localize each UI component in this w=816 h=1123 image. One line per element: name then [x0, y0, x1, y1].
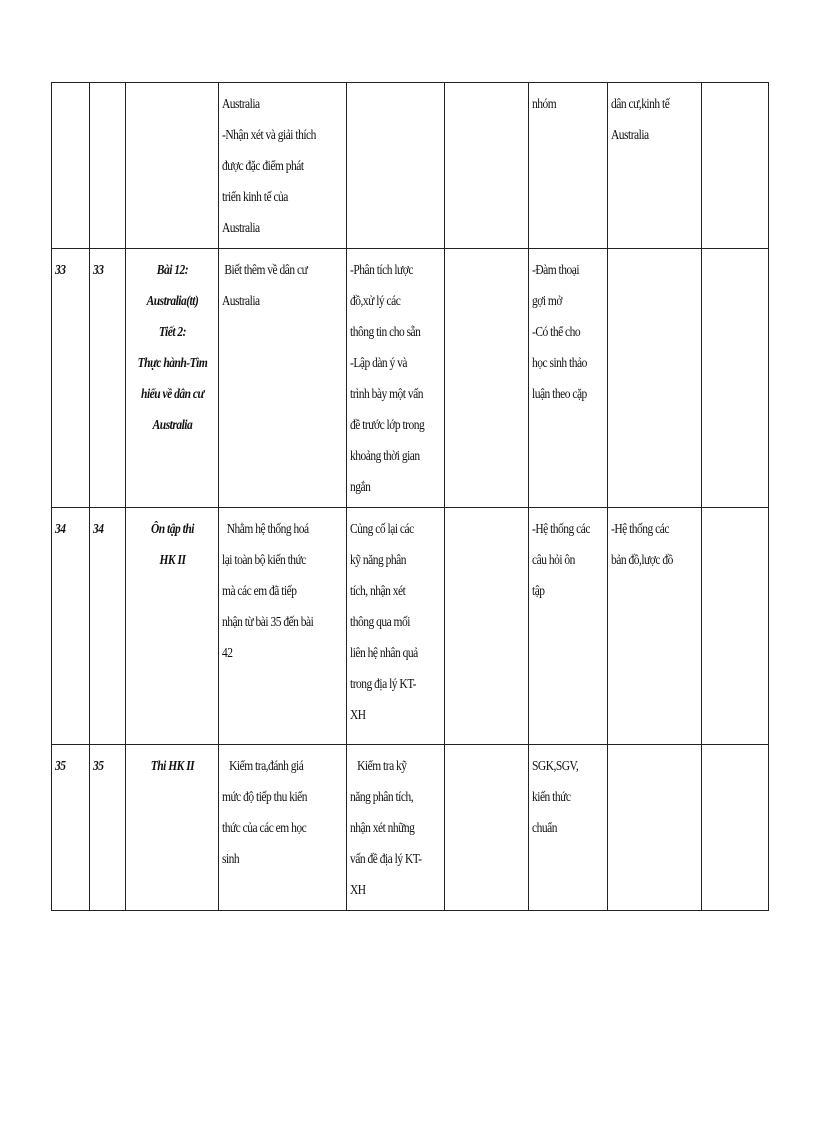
cell-line: Australia: [222, 221, 260, 236]
cell-line: Tiết 2:: [158, 325, 186, 340]
table-row: [52, 83, 769, 249]
cell-line: thông tin cho sẵn: [350, 325, 421, 340]
cell-line: vấn đề địa lý KT-: [350, 852, 422, 867]
cell-line: kỹ năng phân: [350, 553, 406, 568]
cell-period: [90, 745, 126, 911]
cell-value: 35: [93, 759, 104, 774]
cell-line: đề trước lớp trong: [350, 418, 425, 433]
cell-objective: [219, 249, 347, 508]
cell-line: dân cư,kinh tế: [611, 97, 670, 112]
cell-line: kiến thức: [532, 790, 571, 805]
cell-line: XH: [350, 883, 366, 898]
cell-line: Kiểm tra,đánh giá: [222, 759, 304, 774]
cell-line: câu hỏi ôn: [532, 553, 575, 568]
cell-line: Thực hành-Tìm: [137, 356, 207, 371]
cell-line: Australia: [611, 128, 649, 143]
cell-col6: [445, 249, 529, 508]
cell-col6: [445, 508, 529, 745]
cell-line: Kiểm tra kỹ: [350, 759, 407, 774]
cell-notes: [702, 508, 769, 745]
cell-line: Củng cố lại các: [350, 522, 414, 537]
cell-col6: [445, 83, 529, 249]
cell-materials: [608, 508, 702, 745]
cell-lesson: [126, 508, 219, 745]
cell-notes: [702, 83, 769, 249]
cell-line: được đặc điểm phát: [222, 159, 304, 174]
cell-skills: [347, 83, 445, 249]
cell-line: luận theo cặp: [532, 387, 587, 402]
cell-method: [529, 508, 608, 745]
cell-line: Australia: [152, 418, 192, 433]
cell-method: [529, 745, 608, 911]
cell-line: -Phân tích lược: [350, 263, 413, 278]
cell-objective: [219, 508, 347, 745]
cell-notes: [702, 745, 769, 911]
cell-line: bản đồ,lược đồ: [611, 553, 673, 568]
cell-lesson: [126, 83, 219, 249]
cell-line: nhóm: [532, 97, 557, 112]
cell-line: Ôn tập thi: [150, 522, 194, 537]
cell-col6: [445, 745, 529, 911]
lesson-plan-table: [51, 82, 769, 911]
cell-period: [90, 249, 126, 508]
cell-line: gợi mở: [532, 294, 562, 309]
cell-line: -Nhận xét và giải thích: [222, 128, 316, 143]
cell-skills: [347, 508, 445, 745]
cell-line: -Hệ thống các: [611, 522, 669, 537]
cell-line: liên hệ nhân quả: [350, 646, 418, 661]
cell-method: [529, 83, 608, 249]
cell-value: 33: [55, 263, 66, 278]
cell-line: -Hệ thống các: [532, 522, 590, 537]
cell-line: trình bày một vấn: [350, 387, 423, 402]
cell-line: hiểu về dân cư: [140, 387, 204, 402]
cell-materials: [608, 745, 702, 911]
cell-skills: [347, 745, 445, 911]
cell-value: 33: [93, 263, 104, 278]
cell-line: trong địa lý KT-: [350, 677, 416, 692]
cell-skills: [347, 249, 445, 508]
cell-line: -Đàm thoại: [532, 263, 580, 278]
cell-line: XH: [350, 708, 366, 723]
cell-line: tích, nhận xét: [350, 584, 406, 599]
cell-line: mức độ tiếp thu kiến: [222, 790, 308, 805]
cell-line: lại toàn bộ kiến thức: [222, 553, 306, 568]
cell-line: nhận từ bài 35 đến bài: [222, 615, 314, 630]
cell-line: Australia: [222, 97, 260, 112]
table-row: [52, 249, 769, 508]
cell-line: HK II: [159, 553, 185, 568]
cell-line: thông qua mối: [350, 615, 410, 630]
cell-line: tập: [532, 584, 545, 599]
cell-period: [90, 83, 126, 249]
cell-objective: [219, 745, 347, 911]
cell-line: Australia(tt): [146, 294, 198, 309]
cell-lesson: [126, 249, 219, 508]
cell-week: [52, 745, 90, 911]
cell-line: SGK,SGV,: [532, 759, 579, 774]
cell-week: [52, 249, 90, 508]
cell-line: Thi HK II: [150, 759, 194, 774]
cell-period: [90, 508, 126, 745]
cell-materials: [608, 83, 702, 249]
cell-line: chuẩn: [532, 821, 557, 836]
cell-line: đồ,xử lý các: [350, 294, 401, 309]
cell-method: [529, 249, 608, 508]
cell-line: khoảng thời gian: [350, 449, 420, 464]
cell-lesson: [126, 745, 219, 911]
table-row: [52, 745, 769, 911]
cell-line: nhận xét những: [350, 821, 415, 836]
table-row: [52, 508, 769, 745]
cell-line: thức của các em học: [222, 821, 307, 836]
cell-line: Bài 12:: [156, 263, 188, 278]
cell-notes: [702, 249, 769, 508]
cell-line: -Lập dàn ý và: [350, 356, 408, 371]
cell-line: sinh: [222, 852, 240, 867]
cell-line: học sinh thảo: [532, 356, 587, 371]
cell-value: 34: [55, 522, 66, 537]
cell-objective: [219, 83, 347, 249]
cell-line: -Có thể cho: [532, 325, 581, 340]
cell-line: mà các em đã tiếp: [222, 584, 297, 599]
cell-line: năng phân tích,: [350, 790, 414, 805]
cell-line: Australia: [222, 294, 260, 309]
cell-line: Nhằm hệ thống hoá: [222, 522, 309, 537]
cell-materials: [608, 249, 702, 508]
cell-week: [52, 83, 90, 249]
cell-line: Biết thêm về dân cư: [222, 263, 308, 278]
cell-week: [52, 508, 90, 745]
cell-line: triển kinh tế của: [222, 190, 288, 205]
cell-value: 35: [55, 759, 66, 774]
cell-line: ngắn: [350, 480, 371, 495]
cell-value: 34: [93, 522, 104, 537]
cell-line: 42: [222, 646, 233, 661]
